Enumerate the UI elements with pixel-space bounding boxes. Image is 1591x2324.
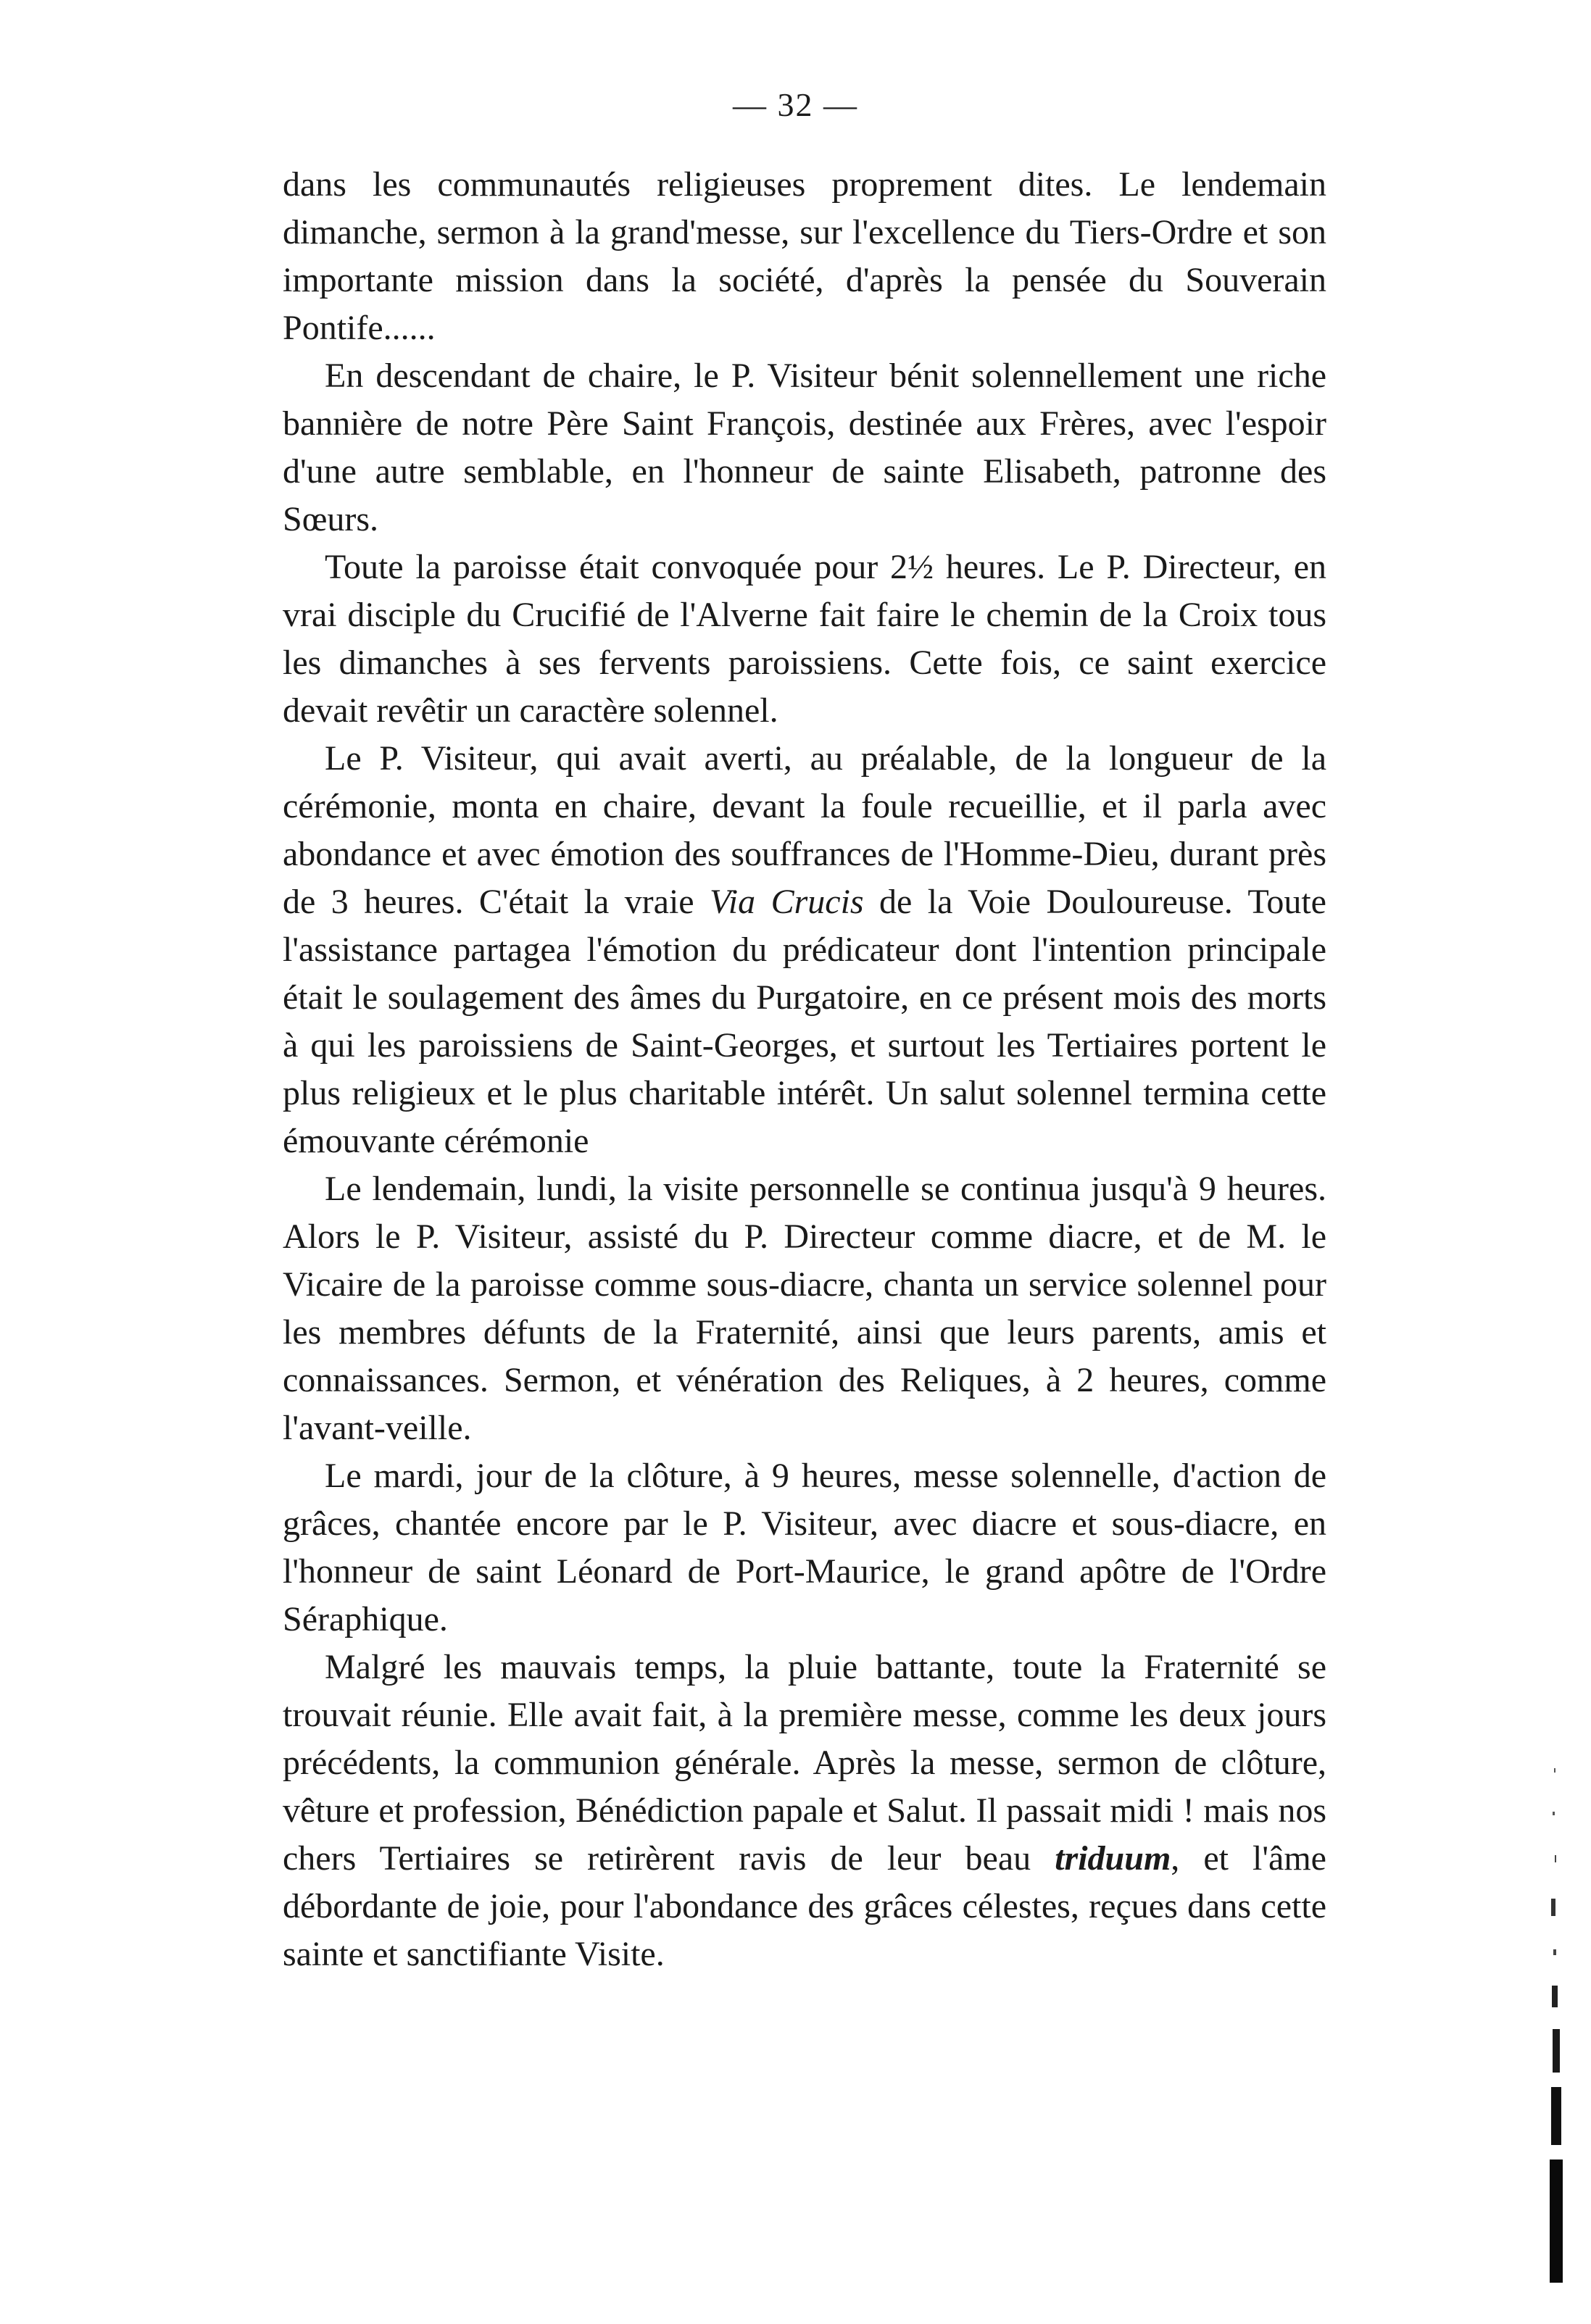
bold-italic-word: triduum	[1055, 1839, 1171, 1878]
paragraph	[283, 1644, 1326, 1978]
paragraph: dans les communautés religieuses proprement dites. Le lendemain dimanche, sermon à la grand'messe, sur l'excellence du Tiers-Ordre et son importante mission dans la société, d'après la pensée du Souverain Pontife......	[283, 165, 1326, 347]
paragraph-text: , et l'âme débordante de joie, pour l'abondance des grâces célestes, reçues dans cette sainte et sanctifiante Visite.	[283, 1839, 1326, 1973]
scan-edge-artifact	[1544, 1768, 1566, 2290]
paragraph: Le lendemain, lundi, la visite personnelle se continua jusqu'à 9 heures. Alors le P. Visiteur, assisté du P. Directeur comme diacre, et de M. le Vicaire de la paroisse comme sous-diacre, chanta un service solennel pour les membres défunts de la Fraternité, ainsi que leurs parents, amis et connaissances. Sermon, et vénération des Reliques, à 2 heures, comme l'avant-veille.	[283, 1170, 1326, 1447]
paragraph-text: de la Voie Douloureuse. Toute l'assistance partagea l'émotion du prédicateur dont l'intention principale était le soulagement des âmes du Purgatoire, en ce présent mois des morts à qui les paroissiens de Saint-Georges, et surtout les Tertiaires portent le plus religieux et le plus charitable intérêt. Un salut solennel termina cette émouvante cérémonie	[283, 883, 1326, 1160]
page-number: — 32 —	[733, 86, 858, 123]
italic-phrase: Via Crucis	[710, 883, 864, 921]
paragraph: Toute la paroisse était convoquée pour 2½ heures. Le P. Directeur, en vrai disciple du Crucifié de l'Alverne fait faire le chemin de la Croix tous les dimanches à ses fervents paroissiens. Cette fois, ce saint exercice devait revêtir un caractère solennel.	[283, 548, 1326, 730]
paragraph: Le mardi, jour de la clôture, à 9 heures, messe solennelle, d'action de grâces, chantée encore par le P. Visiteur, avec diacre et sous-diacre, en l'honneur de saint Léonard de Port-Maurice, le grand apôtre de l'Ordre Séraphique.	[283, 1457, 1326, 1638]
paragraph-text: Le P. Visiteur, qui avait averti, au préalable, de la longueur de la cérémonie, monta en chaire, devant la foule recueillie, et il parla avec abondance et avec émotion des souffrances de l'Homme-Dieu, durant près de 3 heures. C'était la vraie	[283, 739, 1326, 921]
paragraph	[283, 735, 1326, 1165]
paragraph-text: Malgré les mauvais temps, la pluie battante, toute la Fraternité se trouvait réunie. Elle avait fait, à la première messe, comme les deux jours précédents, la communion générale. Après la messe, sermon de clôture, vêture et profession, Bénédiction papale et Salut. Il passait midi ! mais nos chers Tertiaires se retirèrent ravis de leur beau	[283, 1648, 1326, 1878]
body-text	[283, 161, 1326, 1978]
paragraph: En descendant de chaire, le P. Visiteur bénit solennellement une riche bannière de notre Père Saint François, destinée aux Frères, avec l'espoir d'une autre semblable, en l'honneur de sainte Elisabeth, patronne des Sœurs.	[283, 357, 1326, 538]
